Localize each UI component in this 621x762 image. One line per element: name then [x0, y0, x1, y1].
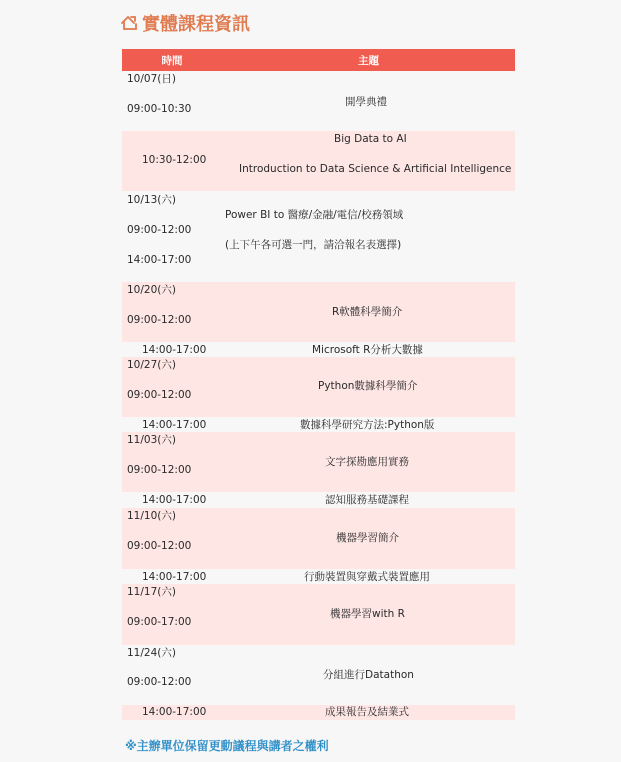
topic-cell: 行動裝置與穿戴式裝置應用 — [304, 571, 430, 583]
home-icon — [120, 14, 138, 32]
topic-cell: Python數據科學簡介 — [318, 380, 418, 392]
table-row — [122, 569, 515, 584]
topic-cell: Big Data to AI — [334, 133, 407, 145]
date-cell: 10/27(六) — [127, 359, 176, 371]
topic-cell: 文字探勘應用實務 — [325, 456, 409, 468]
schedule-table — [122, 49, 515, 720]
topic-cell: 成果報告及結業式 — [325, 706, 409, 718]
time-cell: 14:00-17:00 — [142, 344, 207, 356]
date-cell: 11/24(六) — [127, 647, 176, 659]
topic-cell: (上下午各可選一門，請洽報名表選擇) — [225, 239, 402, 251]
date-cell: 10/20(六) — [127, 284, 176, 296]
topic-cell: 認知服務基礎課程 — [325, 494, 409, 506]
topic-cell: 機器學習with R — [330, 608, 405, 620]
table-row — [122, 645, 515, 705]
date-cell: 11/10(六) — [127, 510, 176, 522]
topic-cell: 數據科學研究方法:Python版 — [300, 419, 435, 431]
topic-cell: R軟體科學簡介 — [332, 306, 403, 318]
table-row — [122, 705, 515, 720]
table-row — [122, 492, 515, 508]
table-row — [122, 71, 515, 131]
time-cell: 14:00-17:00 — [142, 706, 207, 718]
column-header-time: 時間 — [161, 54, 183, 67]
time-cell: 14:00-17:00 — [142, 571, 207, 583]
date-cell: 10/13(六) — [127, 194, 176, 206]
table-row — [122, 417, 515, 432]
time-cell: 14:00-17:00 — [142, 494, 207, 506]
table-row — [122, 584, 515, 645]
time-cell: 09:00-12:00 — [127, 676, 192, 688]
time-cell: 09:00-12:00 — [127, 314, 192, 326]
time-cell: 10:30-12:00 — [142, 154, 207, 166]
time-cell: 09:00-17:00 — [127, 616, 192, 628]
date-cell: 11/03(六) — [127, 434, 176, 446]
table-row — [122, 131, 515, 191]
column-header-topic: 主題 — [358, 54, 379, 67]
topic-cell: 分組進行Datathon — [323, 669, 414, 681]
topic-cell: Microsoft R分析大數據 — [312, 344, 423, 356]
table-row — [122, 508, 515, 569]
topic-cell: 機器學習簡介 — [336, 532, 399, 544]
page-title — [120, 10, 250, 36]
topic-cell: 開學典禮 — [345, 96, 387, 108]
date-cell: 11/17(六) — [127, 586, 176, 598]
time-cell: 09:00-12:00 — [127, 224, 192, 236]
time-cell: 14:00-17:00 — [142, 419, 207, 431]
time-cell: 09:00-12:00 — [127, 389, 192, 401]
disclaimer-note: ※主辦單位保留更動議程與講者之權利 — [125, 739, 329, 753]
table-row — [122, 191, 515, 282]
time-cell: 09:00-12:00 — [127, 540, 192, 552]
topic-cell: Introduction to Data Science & Artificial Intelligence — [239, 163, 512, 175]
date-cell: 10/07(日) — [127, 73, 176, 85]
table-row — [122, 432, 515, 492]
table-row — [122, 357, 515, 417]
table-row — [122, 282, 515, 342]
table-row — [122, 342, 515, 357]
time-cell: 09:00-12:00 — [127, 464, 192, 476]
time-cell: 14:00-17:00 — [127, 254, 192, 266]
topic-cell: Power BI to 醫療/金融/電信/校務領域 — [225, 209, 404, 221]
time-cell: 09:00-10:30 — [127, 103, 192, 115]
page-title-text: 實體課程資訊 — [142, 14, 250, 35]
table-header — [122, 49, 515, 71]
